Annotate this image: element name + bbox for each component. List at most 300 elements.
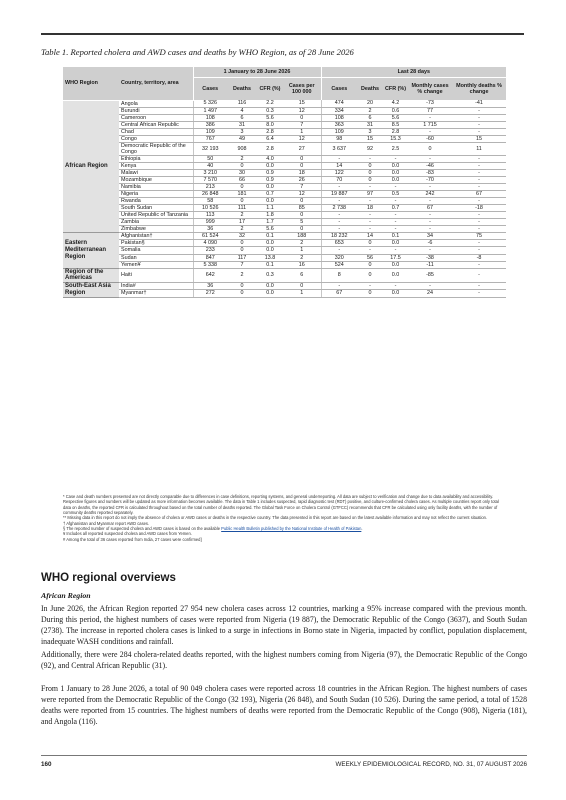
section-subheading: African Region [41,591,91,600]
deaths-ytd-cell: 66 [227,177,257,184]
cfr-28d-cell: 2.8 [383,128,408,135]
cases-ytd-cell: 3 210 [193,169,227,176]
table-row [63,261,506,268]
deaths-28d-cell: 31 [357,121,383,128]
cases-per-100000-cell: 26 [283,177,321,184]
monthly-deaths-change-cell: 15 [452,135,506,142]
deaths-ytd-cell: 0 [227,184,257,191]
cfr-ytd-cell: 0.0 [257,198,283,205]
cfr-ytd-cell: 0.0 [257,247,283,254]
deaths-28d-cell: - [357,226,383,233]
table-row [63,162,506,169]
cases-28d-cell: 334 [321,107,357,114]
table-row [63,169,506,176]
deaths-28d-cell: 97 [357,191,383,198]
cases-28d-cell: - [321,212,357,219]
deaths-28d-cell: - [357,283,383,290]
deaths-ytd-cell: 117 [227,254,257,261]
footnote-yen: ¥ Includes all reported suspected cholera and AWD cases from Yemen. [63,531,192,537]
cases-28d-cell: - [321,219,357,226]
country-cell: Central African Republic [119,121,193,128]
cases-ytd-cell: 26 848 [193,191,227,198]
footer-rule [41,755,527,756]
header-monthly-cases-change: Monthly cases % change [408,78,452,101]
monthly-cases-change-cell: 24 [408,290,452,297]
cases-per-100000-cell: 12 [283,135,321,142]
cases-28d-cell: - [321,247,357,254]
monthly-deaths-change-cell: - [452,198,506,205]
cfr-28d-cell: 17.5 [383,254,408,261]
monthly-deaths-change-cell: - [452,107,506,114]
monthly-deaths-change-cell: 11 [452,142,506,155]
cases-ytd-cell: 272 [193,290,227,297]
deaths-28d-cell: 18 [357,205,383,212]
country-cell: India# [119,283,193,290]
cases-ytd-cell: 108 [193,114,227,121]
monthly-cases-change-cell: -38 [408,254,452,261]
cfr-ytd-cell: 0.0 [257,290,283,297]
deaths-28d-cell: 0 [357,169,383,176]
cases-per-100000-cell: 15 [283,100,321,107]
deaths-ytd-cell: 4 [227,107,257,114]
monthly-cases-change-cell: -11 [408,261,452,268]
cases-28d-cell: 109 [321,128,357,135]
header-cases-per-100000: Cases per 100 000 [283,78,321,101]
table-row [63,205,506,212]
deaths-ytd-cell: 2 [227,226,257,233]
deaths-28d-cell: - [357,247,383,254]
table-row [63,142,506,155]
cfr-ytd-cell: 2.2 [257,100,283,107]
country-cell: Zimbabwe [119,226,193,233]
paragraph-1: In June 2026, the African Region reported 27 954 new cholera cases across 12 countries, marking a 95% increase compared with the previous month. During this period, the highest numbers of cases were reported from Nigeria (19 887), the Democratic Republic of the Congo (3637), and South Sudan (2738). The increase in reported cholera cases is linked to a surge in infections in Borno state in Nigeria, impacted by conflict, population displacement, inadequate WASH conditions and rainfall. [41,604,527,646]
table-row [63,100,506,107]
cfr-ytd-cell: 1.8 [257,212,283,219]
cases-28d-cell: 19 887 [321,191,357,198]
footnote-section-text: § The reported number of suspected cholera and AWD cases is based on the available [63,525,222,531]
cfr-28d-cell: 0.6 [383,107,408,114]
cases-28d-cell: - [321,283,357,290]
deaths-28d-cell: 92 [357,142,383,155]
table-row [63,283,506,290]
country-cell: Mozambique [119,177,193,184]
cfr-28d-cell: 0.0 [383,162,408,169]
cases-ytd-cell: 7 570 [193,177,227,184]
cfr-ytd-cell: 2.8 [257,128,283,135]
cases-per-100000-cell: 18 [283,169,321,176]
cases-28d-cell: 98 [321,135,357,142]
deaths-ytd-cell: 32 [227,233,257,240]
cases-28d-cell: - [321,155,357,162]
deaths-28d-cell: 6 [357,114,383,121]
deaths-ytd-cell: 0 [227,198,257,205]
cases-per-100000-cell: 0 [283,155,321,162]
table-row [63,233,506,240]
footnote-section-end: . [361,525,363,531]
country-cell: Somalia [119,247,193,254]
monthly-deaths-change-cell: - [452,212,506,219]
cases-28d-cell: 122 [321,169,357,176]
cfr-ytd-cell: 2.8 [257,142,283,155]
country-cell: Afghanistan† [119,233,193,240]
cases-ytd-cell: 767 [193,135,227,142]
country-cell: Pakistan§ [119,240,193,247]
cfr-28d-cell: 0.0 [383,268,408,282]
cases-ytd-cell: 233 [193,247,227,254]
country-cell: Namibia [119,184,193,191]
cfr-28d-cell: - [383,155,408,162]
cases-ytd-cell: 5 338 [193,261,227,268]
monthly-cases-change-cell: 34 [408,233,452,240]
monthly-deaths-change-cell: - [452,247,506,254]
cfr-28d-cell: 15.3 [383,135,408,142]
cases-ytd-cell: 4 090 [193,240,227,247]
cfr-28d-cell: - [383,247,408,254]
monthly-cases-change-cell: - [408,184,452,191]
cases-per-100000-cell: 188 [283,233,321,240]
monthly-deaths-change-cell: - [452,268,506,282]
deaths-ytd-cell: 7 [227,261,257,268]
cases-ytd-cell: 113 [193,212,227,219]
header-period-ytd: 1 January to 28 June 2026 [193,67,321,78]
header-who-region: WHO Region [63,67,119,100]
cfr-28d-cell: 0.7 [383,205,408,212]
header-cases-ytd: Cases [193,78,227,101]
deaths-ytd-cell: 0 [227,283,257,290]
country-cell: Malawi [119,169,193,176]
cases-per-100000-cell: 5 [283,219,321,226]
country-cell: Sudan [119,254,193,261]
cfr-28d-cell: 0.0 [383,261,408,268]
deaths-ytd-cell: 111 [227,205,257,212]
deaths-ytd-cell: 49 [227,135,257,142]
table-row [63,155,506,162]
deaths-ytd-cell: 181 [227,191,257,198]
cases-per-100000-cell: 6 [283,268,321,282]
country-cell: Nigeria [119,191,193,198]
table-row [63,135,506,142]
deaths-ytd-cell: 2 [227,212,257,219]
cases-ytd-cell: 109 [193,128,227,135]
cases-per-100000-cell: 0 [283,162,321,169]
cfr-ytd-cell: 0.0 [257,283,283,290]
header-period-28days: Last 28 days [321,67,506,78]
footnote-hash: # Among the total of 36 cases reported from India, 27 cases were confirmed] [63,536,202,542]
monthly-deaths-change-cell: - [452,114,506,121]
header-deaths-28d: Deaths [357,78,383,101]
page-number: 160 [41,761,52,768]
footnote-dagger: † Afghanistan and Myanmar report AWD cases. [63,520,150,526]
country-cell: Yemen¥ [119,261,193,268]
cases-28d-cell: - [321,184,357,191]
cfr-ytd-cell: 0.1 [257,261,283,268]
cfr-28d-cell: 0.0 [383,290,408,297]
monthly-deaths-change-cell: - [452,128,506,135]
deaths-28d-cell: 0 [357,268,383,282]
table-row [63,191,506,198]
paragraph-3: From 1 January to 28 June 2026, a total of 90 049 cholera cases were reported across 18 countries in the African Region. The highest numbers of cases were reported from the Democratic Republic of the Congo (32 193), Nigeria (26 848), and South Sudan (10 526). During the same period, a total of 1528 deaths were reported from 15 countries. The highest numbers of deaths were reported from the Democratic Republic of the Congo (908), Nigeria (181), and Angola (116). [41,684,527,726]
deaths-ytd-cell: 31 [227,121,257,128]
pakistan-bulletin-link[interactable]: Public Health Bulletin published by the National Institute of Health of Pakistan [221,525,362,531]
table-row [63,107,506,114]
cases-28d-cell: 67 [321,290,357,297]
monthly-deaths-change-cell: - [452,169,506,176]
section-heading: WHO regional overviews [41,572,176,584]
cases-per-100000-cell: 7 [283,121,321,128]
cases-ytd-cell: 213 [193,184,227,191]
cfr-ytd-cell: 0.3 [257,107,283,114]
deaths-ytd-cell: 0 [227,290,257,297]
cases-28d-cell: - [321,226,357,233]
cases-per-100000-cell: 27 [283,142,321,155]
table-row [63,226,506,233]
monthly-deaths-change-cell: - [452,226,506,233]
monthly-deaths-change-cell: 67 [452,191,506,198]
cfr-ytd-cell: 13.8 [257,254,283,261]
monthly-deaths-change-cell: - [452,290,506,297]
cases-28d-cell: 3 637 [321,142,357,155]
region-name-cell: African Region [63,100,119,233]
cases-per-100000-cell: 85 [283,205,321,212]
table-footnotes [63,494,506,542]
country-cell: Democratic Republic of the Congo [119,142,193,155]
monthly-cases-change-cell: 242 [408,191,452,198]
country-cell: Burundi [119,107,193,114]
monthly-cases-change-cell: -85 [408,268,452,282]
cases-ytd-cell: 36 [193,283,227,290]
cases-28d-cell: 18 232 [321,233,357,240]
deaths-ytd-cell: 0 [227,240,257,247]
cases-ytd-cell: 32 193 [193,142,227,155]
monthly-deaths-change-cell: - [452,283,506,290]
monthly-deaths-change-cell: -41 [452,100,506,107]
table-row [63,219,506,226]
deaths-28d-cell: 0 [357,240,383,247]
cases-per-100000-cell: 1 [283,128,321,135]
cases-28d-cell: 70 [321,177,357,184]
cases-per-100000-cell: 12 [283,107,321,114]
cfr-28d-cell: 5.6 [383,114,408,121]
cases-ytd-cell: 847 [193,254,227,261]
monthly-cases-change-cell: 67 [408,205,452,212]
monthly-deaths-change-cell: - [452,184,506,191]
deaths-28d-cell: 0 [357,177,383,184]
cholera-table-container [63,67,506,492]
cfr-28d-cell: - [383,226,408,233]
deaths-ytd-cell: 0 [227,162,257,169]
cases-28d-cell: 524 [321,261,357,268]
monthly-cases-change-cell: - [408,283,452,290]
deaths-28d-cell: - [357,219,383,226]
cfr-28d-cell: 0.0 [383,240,408,247]
monthly-cases-change-cell: -70 [408,177,452,184]
monthly-cases-change-cell: -6 [408,240,452,247]
header-country: Country, territory, area [119,67,193,100]
cases-28d-cell: 108 [321,114,357,121]
country-cell: Chad [119,128,193,135]
cfr-28d-cell: 0.1 [383,233,408,240]
deaths-28d-cell: 0 [357,162,383,169]
table-row [63,114,506,121]
deaths-28d-cell: - [357,198,383,205]
cases-per-100000-cell: 16 [283,261,321,268]
table-body [63,100,506,297]
country-cell: Kenya [119,162,193,169]
cases-ytd-cell: 5 326 [193,100,227,107]
monthly-deaths-change-cell: 75 [452,233,506,240]
deaths-28d-cell: 0 [357,261,383,268]
cases-28d-cell: 320 [321,254,357,261]
cases-ytd-cell: 1 497 [193,107,227,114]
table-row [63,121,506,128]
monthly-cases-change-cell: -60 [408,135,452,142]
cfr-ytd-cell: 0.9 [257,169,283,176]
cfr-ytd-cell: 0.0 [257,184,283,191]
cfr-ytd-cell: 0.7 [257,191,283,198]
cases-per-100000-cell: 0 [283,283,321,290]
monthly-deaths-change-cell: - [452,121,506,128]
table-row [63,128,506,135]
cfr-ytd-cell: 0.3 [257,268,283,282]
cases-ytd-cell: 999 [193,219,227,226]
deaths-ytd-cell: 3 [227,128,257,135]
cases-per-100000-cell: 0 [283,114,321,121]
deaths-28d-cell: 2 [357,107,383,114]
deaths-28d-cell: 20 [357,100,383,107]
country-cell: Haiti [119,268,193,282]
header-deaths-ytd: Deaths [227,78,257,101]
cases-ytd-cell: 50 [193,155,227,162]
cases-ytd-cell: 61 524 [193,233,227,240]
cases-per-100000-cell: 0 [283,226,321,233]
monthly-cases-change-cell: 0 [408,142,452,155]
country-cell: Congo [119,135,193,142]
header-monthly-deaths-change: Monthly deaths % change [452,78,506,101]
cfr-ytd-cell: 1.7 [257,219,283,226]
cfr-ytd-cell: 0.0 [257,162,283,169]
deaths-ytd-cell: 0 [227,247,257,254]
cases-per-100000-cell: 1 [283,247,321,254]
deaths-ytd-cell: 908 [227,142,257,155]
country-cell: Cameroon [119,114,193,121]
paragraph-2: Additionally, there were 284 cholera-related deaths reported, with the highest numbers coming from Nigeria (97), the Democratic Republic of the Congo (92), and Central African Republic (31). [41,650,527,670]
footnote-star: * Case and death numbers presented are not directly comparable due to differences in case definitions, reporting systems, and general underreporting. All data are subject to verification and change due to data availability and accessibility. Respective figures and numbers will be updated as more information becomes available. The data in Table 1 includes suspected, rapid diagnostic test (RDT) positive, and culture-confirmed cholera cases. As multiple countries report only total data on deaths, the reported CFR is calculated throughout based on the total number of deaths reported. The Global Task Force on Cholera Control (GTFCC) recommends that CFR be calculated using only facility deaths, with the number of community deaths reported separately. [63,494,499,515]
monthly-cases-change-cell: - [408,212,452,219]
cases-28d-cell: 363 [321,121,357,128]
country-cell: South Sudan [119,205,193,212]
monthly-cases-change-cell: -46 [408,162,452,169]
region-name-cell: Region of the Americas [63,268,119,282]
cfr-ytd-cell: 6.4 [257,135,283,142]
monthly-cases-change-cell: -73 [408,100,452,107]
country-cell: Rwanda [119,198,193,205]
top-rule [41,33,524,35]
table-row [63,290,506,297]
table-row [63,254,506,261]
cases-ytd-cell: 58 [193,198,227,205]
deaths-28d-cell: - [357,155,383,162]
monthly-cases-change-cell: 1 715 [408,121,452,128]
cases-per-100000-cell: 7 [283,184,321,191]
monthly-deaths-change-cell: - [452,162,506,169]
table-row [63,198,506,205]
country-cell: Ethiopia [119,155,193,162]
cfr-28d-cell: - [383,212,408,219]
cfr-28d-cell: - [383,283,408,290]
footnote-double-star: ** Missing data in this report do not imply the absence of cholera or AWD cases or deaths in the respective country. The data presented in this report are based on the latest available information and may not reflect the current situation. [63,515,488,521]
country-cell: Zambia [119,219,193,226]
cases-per-100000-cell: 0 [283,212,321,219]
cfr-ytd-cell: 5.6 [257,226,283,233]
deaths-ytd-cell: 2 [227,268,257,282]
cfr-28d-cell: - [383,198,408,205]
cfr-28d-cell: 2.5 [383,142,408,155]
monthly-deaths-change-cell: - [452,155,506,162]
monthly-deaths-change-cell: -8 [452,254,506,261]
deaths-ytd-cell: 30 [227,169,257,176]
cases-28d-cell: 14 [321,162,357,169]
table-row [63,268,506,282]
country-cell: Myanmar† [119,290,193,297]
table-row [63,212,506,219]
cases-per-100000-cell: 12 [283,191,321,198]
cases-ytd-cell: 642 [193,268,227,282]
cfr-ytd-cell: 0.9 [257,177,283,184]
deaths-ytd-cell: 2 [227,155,257,162]
monthly-cases-change-cell: - [408,247,452,254]
deaths-ytd-cell: 6 [227,114,257,121]
cfr-ytd-cell: 8.0 [257,121,283,128]
monthly-deaths-change-cell: -18 [452,205,506,212]
cases-ytd-cell: 386 [193,121,227,128]
cfr-28d-cell: 0.0 [383,169,408,176]
header-cases-28d: Cases [321,78,357,101]
cases-28d-cell: 8 [321,268,357,282]
cases-per-100000-cell: 2 [283,254,321,261]
country-cell: United Republic of Tanzania [119,212,193,219]
deaths-28d-cell: - [357,212,383,219]
monthly-deaths-change-cell: - [452,177,506,184]
region-name-cell: Eastern Mediterranean Region [63,233,119,268]
monthly-cases-change-cell: 77 [408,107,452,114]
deaths-ytd-cell: 116 [227,100,257,107]
table-caption: Table 1. Reported cholera and AWD cases and deaths by WHO Region, as of 28 June 2026 [41,47,354,57]
country-cell: Angola [119,100,193,107]
table-row [63,240,506,247]
cholera-table [63,67,506,298]
deaths-28d-cell: 3 [357,128,383,135]
cfr-ytd-cell: 0.1 [257,233,283,240]
cases-per-100000-cell: 0 [283,198,321,205]
monthly-cases-change-cell: - [408,198,452,205]
cfr-28d-cell: 8.5 [383,121,408,128]
monthly-deaths-change-cell: - [452,219,506,226]
cfr-28d-cell: 4.2 [383,100,408,107]
monthly-deaths-change-cell: - [452,240,506,247]
monthly-cases-change-cell: - [408,114,452,121]
cfr-28d-cell: - [383,184,408,191]
cfr-ytd-cell: 0.0 [257,240,283,247]
deaths-ytd-cell: 17 [227,219,257,226]
monthly-cases-change-cell: -83 [408,169,452,176]
deaths-28d-cell: - [357,184,383,191]
cfr-28d-cell: 0.0 [383,177,408,184]
table-row [63,247,506,254]
cases-ytd-cell: 40 [193,162,227,169]
monthly-cases-change-cell: - [408,128,452,135]
monthly-cases-change-cell: - [408,219,452,226]
cases-28d-cell: - [321,198,357,205]
